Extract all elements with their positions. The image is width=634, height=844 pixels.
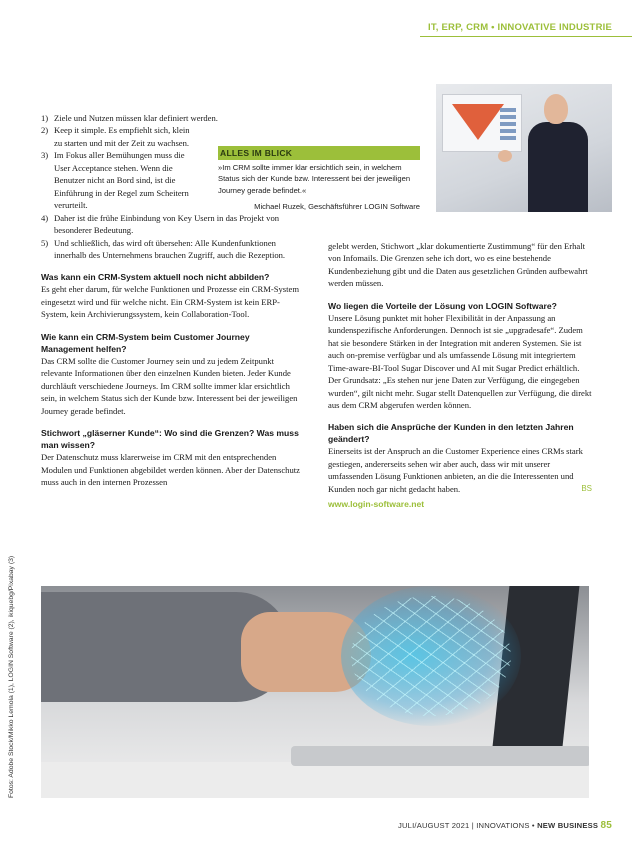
answer-paragraph: Einerseits ist der Anspruch an die Customer Experience eines CRMs stark gestiegen, andererseits sehen wir aber auch, dass wir mit unserer umfassenden Lösung Funktionen anbieten, an die die Interessenten und Kunden noch gar nicht gedacht haben. [328,446,583,494]
desk-surface [41,762,589,798]
answer-paragraph: Der Datenschutz muss klarerweise im CRM mit den entsprechenden Modulen und Funktionen abgebildet werden können. Aber der Datenschutz muss auch in den internen Prozessen [41,452,300,487]
question-heading: Haben sich die Ansprüche der Kunden in den letzten Jahren geändert? [328,422,574,445]
answer-paragraph: Es geht eher darum, für welche Funktionen und Prozesse ein CRM-System eingesetzt wird und für welche nicht. Ein CRM-System ist kein ERP-System, kein Archivierungssystem, kein Collaboration-Tool. [41,284,300,320]
footer-issue: JULI/AUGUST 2021 | INNOVATIONS • [398,821,538,830]
list-item [41,149,303,211]
pull-quote-author: Michael Ruzek, Geschäftsführer LOGIN Software [254,202,420,212]
list-number: 3) [41,150,49,161]
author-initials: BS [581,484,592,494]
list-item [41,212,303,237]
list-text: Ziele und Nutzen müssen klar definiert werden. [54,113,218,123]
speaker-body [528,122,588,212]
list-text: Keep it simple. Es empfiehlt sich, klein zu starten und mit der Zeit zu wachsen. [54,125,190,148]
bar-graphic [500,108,516,142]
answer-paragraph: Unsere Lösung punktet mit hoher Flexibilität in der Anpassung an kundenspezifische Anforderungen. Dennoch ist sie „upgradesafe“. Zudem hat sie besondere Stärken in der Integration mit anderen Systemen. Sie ist auch on-premise verfügbar und als umfassende Lösung mit integriertem Time-aware-BI-Tool Sugar Discover und AI mit Sugar Predict erhältlich. Der Grundsatz: „Es stehen nur jene Daten zur Verfügung, die eingegeben wurden“, gilt nicht mehr. Sugar stellt Datenquellen zur Verfügung, die direkt aus dem CRM abgerufen werden können. [328,312,592,410]
section-tag: IT, ERP, CRM • INNOVATIVE INDUSTRIE [428,22,612,33]
page-number: 85 [600,820,612,831]
page-footer [398,820,612,831]
footer-magazine: NEW BUSINESS [537,821,599,830]
section-divider [420,36,632,37]
list-item [41,112,303,124]
list-number: 4) [41,212,49,223]
website-link[interactable]: www.login-software.net [328,498,425,509]
laptop-keyboard [291,746,589,766]
list-number: 2) [41,125,49,136]
list-item [41,124,303,149]
speaker-head [544,94,568,124]
list-text: Daher ist die frühe Einbindung von Key Usern in das Projekt von besonderer Bedeutung. [54,212,280,236]
list-text: Und schließlich, das wird oft übersehen: Alle Kundenfunktionen innerhalb des Unternehmens brauchen Zugriff, auch die Rezeption. [54,237,286,260]
question-heading: Stichwort „gläserner Kunde“: Wo sind die Grenzen? Was muss man wissen? [41,428,299,451]
pull-quote-title: ALLES IM BLICK [218,146,420,160]
digital-hand-mesh [351,596,511,716]
handshake-photo [41,586,589,798]
photo-credit: Fotos: Adobe Stock/Mikko Lemola (1), LOGIN Software (2), ikiquebg/Pixabay (3) [8,555,15,798]
list-item [41,237,303,262]
funnel-graphic [452,104,504,140]
numbered-list [41,112,303,261]
question-heading: Wie kann ein CRM-System beim Customer Journey Management helfen? [41,331,250,354]
answer-paragraph: Das CRM sollte die Customer Journey sein und zu jedem Zeitpunkt relevante Informationen über den einzelnen Kunden bieten. Jeder Kunde durchläuft verschiedene Journeys. Im CRM sollte immer klar ersichtlich sein, in welchem Status sich der Kunde bzw. Interessent bei der jeweiligen Journey gerade befindet. [41,355,298,416]
list-text: Im Fokus aller Bemühungen muss die User Acceptance stehen. Wenn die Benutzer nicht an Bord sind, ist die Einführung in der Regel zum Scheitern verurteilt. [54,150,189,211]
article-column-right [328,240,592,510]
speaker-photo [436,84,612,212]
article-column-left [41,112,303,488]
pull-quote-text: »Im CRM sollte immer klar ersichtlich sein, in welchem Status sich der Kunde bzw. Interessent bei der jeweiligen Journey gerade befindet.« [218,163,411,195]
answer-paragraph: gelebt werden, Stichwort „klar dokumentierte Zustimmung“ für den Erhalt von Infomails. Die Grenzen sehe ich dort, wo es eine bestehende Kundenbeziehung gibt und die Daten aus gesetzlichen Gründen aufbewahrt werden müssen. [328,241,588,289]
speaker-hand [498,150,512,162]
list-number: 1) [41,113,49,123]
question-heading: Was kann ein CRM-System aktuell noch nicht abbilden? [41,272,270,283]
question-heading: Wo liegen die Vorteile der Lösung von LOGIN Software? [328,300,557,311]
list-number: 5) [41,237,49,248]
